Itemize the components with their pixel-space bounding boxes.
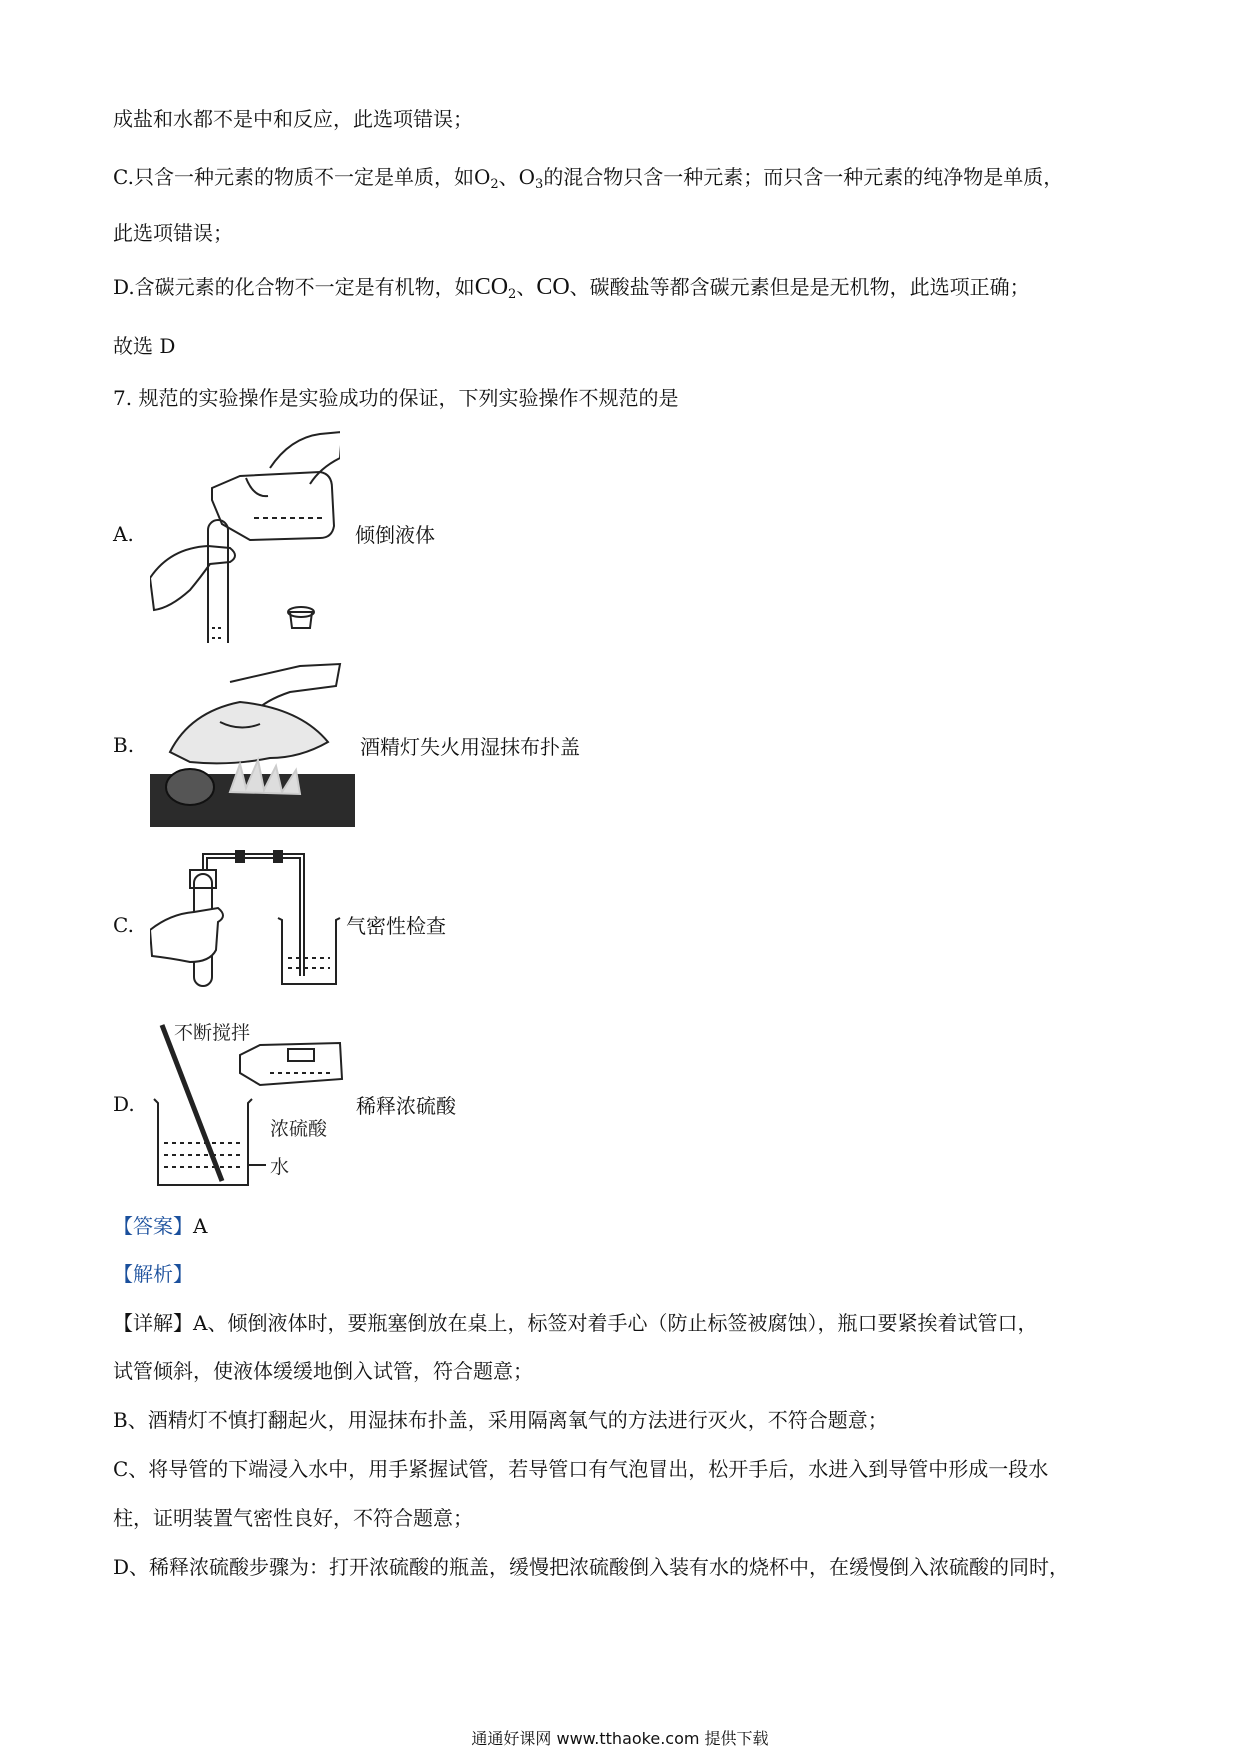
label-acid: 浓硫酸 <box>270 1118 328 1140</box>
analysis-label: 【解析】 <box>113 1262 193 1286</box>
dilute-sulfuric-acid-figure <box>150 1015 345 1190</box>
detail-line: 柱，证明装置气密性良好，不符合题意； <box>113 1506 473 1530</box>
airtightness-check-figure <box>150 850 350 990</box>
detail-line <box>113 1308 1037 1338</box>
text-segment: D.含碳元素的化合物不一定是有机物，如 <box>113 275 475 299</box>
option-letter-b: B. <box>113 733 135 757</box>
detail-line: B、酒精灯不慎打翻起火，用湿抹布扑盖，采用隔离氧气的方法进行灭火，不符合题意； <box>113 1408 888 1432</box>
text-line: 此选项错误； <box>113 221 233 245</box>
text-segment: 、 <box>516 275 537 299</box>
subscript: 2 <box>490 177 499 192</box>
text-line <box>113 162 1063 200</box>
question-text: 7. 规范的实验操作是实验成功的保证，下列实验操作不规范的是 <box>113 386 679 410</box>
option-caption-a: 倾倒液体 <box>355 523 435 547</box>
option-letter-d: D. <box>113 1092 135 1116</box>
footer-text: 通通好课网 www.tthaoke.com 提供下载 <box>471 1729 769 1748</box>
label-water: 水 <box>270 1156 290 1178</box>
pouring-liquid-figure <box>150 428 340 643</box>
text-line <box>113 272 1030 310</box>
option-caption-d: 稀释浓硫酸 <box>356 1094 456 1118</box>
label-stir: 不断搅拌 <box>174 1022 251 1044</box>
subscript: 3 <box>535 177 544 192</box>
text-segment: A、倾倒液体时，要瓶塞倒放在桌上，标签对着手心（防止标签被腐蚀），瓶口要紧挨着试管口， <box>193 1311 1038 1335</box>
detail-line: D、稀释浓硫酸步骤为：打开浓硫酸的瓶盖，缓慢把浓硫酸倒入装有水的烧杯中，在缓慢倒入浓硫酸的同时， <box>113 1555 1070 1579</box>
detail-line: 试管倾斜，使液体缓缓地倒入试管，符合题意； <box>113 1359 533 1383</box>
subscript: 2 <box>508 287 517 302</box>
text-segment: 、O <box>498 165 536 189</box>
option-letter-c: C. <box>113 913 134 937</box>
text-line: 故选 D <box>113 334 176 358</box>
text-segment: 的混合物只含一种元素；而只含一种元素的纯净物是单质， <box>543 165 1064 189</box>
alcohol-lamp-fire-figure <box>150 662 355 827</box>
answer-value: A <box>193 1214 208 1238</box>
option-letter-a: A. <box>113 522 134 546</box>
chem-formula: CO <box>474 274 509 300</box>
answer-line <box>113 1211 207 1241</box>
text-segment: C.只含一种元素的物质不一定是单质，如O <box>113 165 491 189</box>
option-caption-b: 酒精灯失火用湿抹布扑盖 <box>360 735 580 759</box>
detail-line: C、将导管的下端浸入水中，用手紧握试管，若导管口有气泡冒出，松开手后，水进入到导管中形成一段水 <box>113 1457 1049 1481</box>
text-line: 成盐和水都不是中和反应，此选项错误； <box>113 107 473 131</box>
chem-formula: CO <box>536 274 570 300</box>
answer-label: 【答案】 <box>113 1214 193 1238</box>
text-segment: 、碳酸盐等都含碳元素但是是无机物，此选项正确； <box>569 275 1030 299</box>
detail-label: 【详解】 <box>113 1311 193 1335</box>
option-caption-c: 气密性检查 <box>346 914 446 938</box>
